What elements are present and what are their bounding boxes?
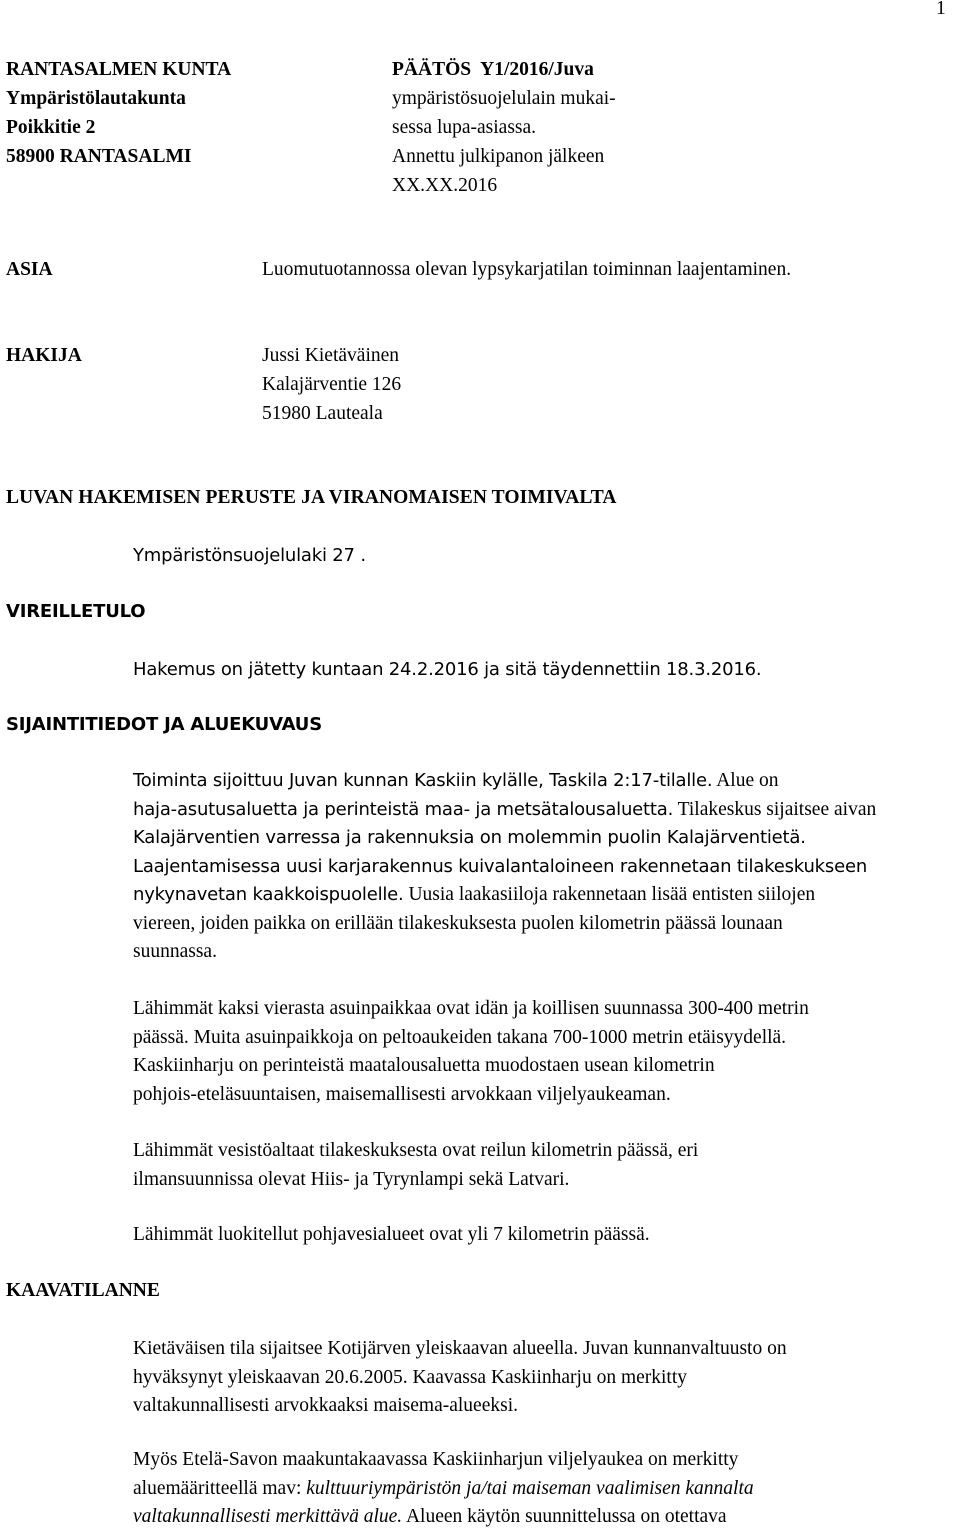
decision-date: XX.XX.2016 (392, 175, 498, 196)
sijainti-paragraph-1 (133, 767, 960, 967)
kaavatilanne-paragraph-2 (133, 1446, 960, 1532)
peruste-heading: LUVAN HAKEMISEN PERUSTE JA VIRANOMAISEN TOIMIVALTA (6, 487, 617, 508)
sender-city: 58900 RANTASALMI (6, 146, 192, 167)
text-run: Tilakeskus sijaitsee aivan (673, 798, 877, 820)
decision-line: sessa lupa-asiassa. (392, 117, 537, 138)
peruste-text: Ympäristönsuojelulaki 27 . (133, 545, 366, 566)
text-line: Lähimmät luokitellut pohjavesialueet ovat yli 7 kilometrin päässä. (133, 1224, 650, 1245)
page-number: 1 (936, 0, 946, 19)
hakija-city: 51980 Lauteala (262, 403, 383, 424)
kaavatilanne-label: KAAVATILANNE (6, 1280, 160, 1301)
italic-text-run: valtakunnallisesti merkittävä alue. (133, 1506, 403, 1527)
sijainti-paragraph-3 (133, 1137, 960, 1194)
hakija-street: Kalajärventie 126 (262, 374, 402, 395)
text-line: päässä. Muita asuinpaikkoja on peltoaukeiden takana 700-1000 metrin etäisyydellä. (133, 1026, 787, 1048)
text-run: aluemääritteellä mav: (133, 1477, 307, 1499)
text-line: pohjois-eteläsuuntaisen, maisemallisesti arvokkaan viljelyaukeaman. (133, 1083, 671, 1105)
asia-text: Luomutuotannossa olevan lypsykarjatilan toiminnan laajentaminen. (262, 259, 792, 280)
sijainti-paragraph-4 (133, 1221, 960, 1250)
text-run: Uusia laakasiiloja rakennetaan lisää entisten siilojen (403, 884, 816, 905)
sender-name: RANTASALMEN KUNTA (6, 59, 232, 80)
text-line: valtakunnallisesti arvokkaaksi maisema-alueeksi. (133, 1395, 519, 1416)
sender-street: Poikkitie 2 (6, 117, 96, 138)
hakija-label: HAKIJA (6, 345, 82, 366)
text-line: viereen, joiden paikka on erillään tilakeskuksesta puolen kilometrin päässä lounaan (133, 912, 783, 934)
text-line: Myös Etelä-Savon maakuntakaavassa Kaskiinharjun viljelyaukea on merkitty (133, 1449, 739, 1470)
text-line: Kietäväisen tila sijaitsee Kotijärven yleiskaavan alueella. Juvan kunnanvaltuusto on (133, 1338, 787, 1359)
text-run: Alueen käytön suunnittelussa on otettava (402, 1506, 727, 1527)
text-line: Laajentamisessa uusi karjarakennus kuivalantaloineen rakennetaan tilakeskukseen (133, 855, 868, 877)
asia-label: ASIA (6, 259, 53, 280)
text-line: hyväksynyt yleiskaavan 20.6.2005. Kaavassa Kaskiinharju on merkitty (133, 1366, 688, 1388)
hakija-name: Jussi Kietäväinen (262, 345, 400, 366)
text-line: Kaskiinharju on perinteistä maatalousaluetta muodostaen usean kilometrin (133, 1055, 715, 1076)
kaavatilanne-paragraph-1 (133, 1335, 960, 1421)
text-line: suunnassa. (133, 941, 217, 962)
text-run: Alue on (712, 770, 779, 791)
text-line: Lähimmät kaksi vierasta asuinpaikkaa ovat idän ja koillisen suunnassa 300-400 metrin (133, 998, 809, 1019)
decision-title: PÄÄTÖS Y1/2016/Juva (392, 59, 594, 80)
text-run: Toiminta sijoittuu Juvan kunnan Kaskiin kylälle, Taskila 2:17-tilalle. (133, 770, 713, 791)
vireilletulo-label: VIREILLETULO (6, 601, 146, 622)
text-run: haja-asutusaluetta ja perinteistä maa- ja metsätalousaluetta. (133, 798, 674, 820)
text-line: Kalajärventien varressa ja rakennuksia on molemmin puolin Kalajärventietä. (133, 827, 806, 848)
text-run: nykynavetan kaakkoispuolelle. (133, 884, 404, 905)
italic-text-run: kulttuuriympäristön ja/tai maiseman vaalimisen kannalta (306, 1477, 754, 1499)
text-line: Lähimmät vesistöaltaat tilakeskuksesta ovat reilun kilometrin päässä, eri (133, 1140, 699, 1161)
sender-department: Ympäristölautakunta (6, 88, 186, 109)
decision-line: Annettu julkipanon jälkeen (392, 146, 605, 167)
decision-line: ympäristösuojelulain mukai- (392, 88, 616, 109)
vireilletulo-text: Hakemus on jätetty kuntaan 24.2.2016 ja sitä täydennettiin 18.3.2016. (133, 659, 762, 680)
sijainti-paragraph-2 (133, 995, 960, 1109)
sijainti-heading: SIJAINTITIEDOT JA ALUEKUVAUS (6, 714, 322, 735)
text-line: ilmansuunnissa olevat Hiis- ja Tyrynlampi sekä Latvari. (133, 1168, 570, 1190)
